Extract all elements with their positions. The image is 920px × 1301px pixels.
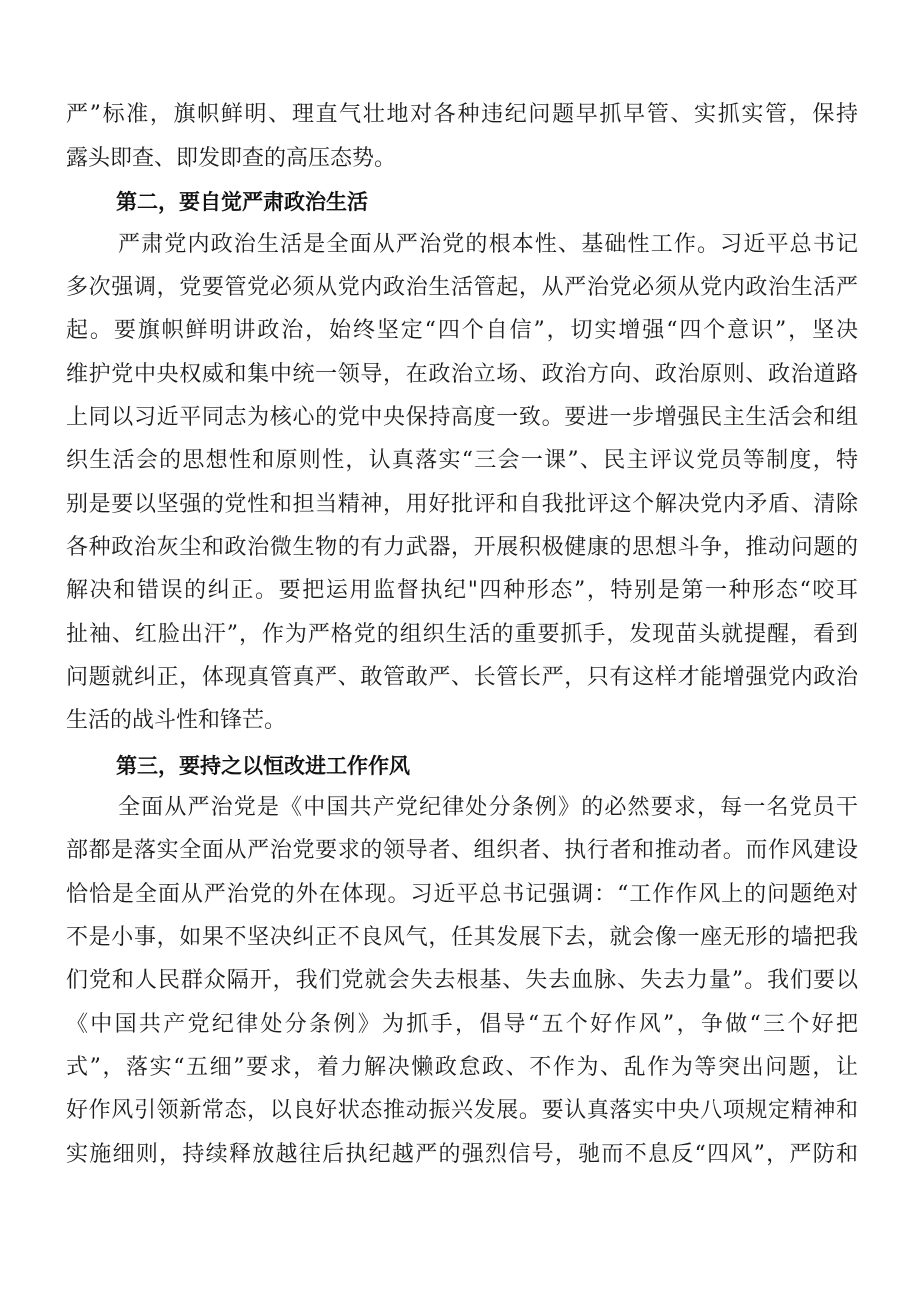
text-line: 扯袖、红脸出汗”，作为严格党的组织生活的重要抓手，发现苗头就提醒，看到 (66, 622, 858, 647)
text-line: 实施细则，持续释放越往后执纪越严的强烈信号，驰而不息反“四风”，严防和 (66, 1142, 858, 1167)
text-line: 不是小事，如果不坚决纠正不良风气，任其发展下去，就会像一座无形的墙把我 (66, 925, 858, 950)
text-line: 们党和人民群众隔开，我们党就会失去根基、失去血脉、失去力量”。我们要以 (66, 968, 858, 993)
text-line: 多次强调，党要管党必须从党内政治生活管起，从严治党必须从党内政治生活严 (66, 275, 858, 300)
text-line: 织生活会的思想性和原则性，认真落实“三会一课”、民主评议党员等制度，特 (66, 448, 858, 473)
text-line: 别是要以坚强的党性和担当精神，用好批评和自我批评这个解决党内矛盾、清除 (66, 492, 858, 517)
text-line: 上同以习近平同志为核心的党中央保持高度一致。要进一步增强民主生活会和组 (66, 405, 858, 430)
text-line: 恰恰是全面从严治党的外在体现。习近平总书记强调：“工作作风上的问题绝对 (66, 882, 858, 907)
section-heading-3: 第三，要持之以恒改进工作作风 (116, 754, 410, 778)
text-line: 严”标准，旗帜鲜明、理直气壮地对各种违纪问题早抓早管、实抓实管，保持 (66, 102, 858, 127)
text-line: 生活的战斗性和锋芒。 (66, 708, 287, 733)
text-line: 露头即查、即发即查的高压态势。 (66, 146, 397, 171)
text-line: 维护党中央权威和集中统一领导，在政治立场、政治方向、政治原则、政治道路 (66, 362, 858, 387)
section-heading-2: 第二，要自觉严肃政治生活 (116, 190, 368, 214)
text-line: 《中国共产党纪律处分条例》为抓手，倡导“五个好作风”，争做“三个好把 (66, 1012, 858, 1037)
text-line: 全面从严治党是《中国共产党纪律处分条例》的必然要求，每一名党员干 (118, 795, 858, 820)
text-line: 部都是落实全面从严治党要求的领导者、组织者、执行者和推动者。而作风建设 (66, 838, 858, 863)
text-line: 问题就纠正，体现真管真严、敢管敢严、长管长严，只有这样才能增强党内政治 (66, 665, 858, 690)
text-line: 起。要旗帜鲜明讲政治，始终坚定“四个自信”，切实增强“四个意识”，坚决 (66, 318, 858, 343)
text-line: 严肃党内政治生活是全面从严治党的根本性、基础性工作。习近平总书记 (118, 232, 858, 257)
text-line: 好作风引领新常态，以良好状态推动振兴发展。要认真落实中央八项规定精神和 (66, 1098, 858, 1123)
text-line: 式”，落实“五细”要求，着力解决懒政怠政、不作为、乱作为等突出问题，让 (66, 1055, 858, 1080)
text-line: 解决和错误的纠正。要把运用监督执纪"四种形态”，特别是第一种形态“咬耳 (66, 578, 858, 603)
text-line: 各种政治灰尘和政治微生物的有力武器，开展积极健康的思想斗争，推动问题的 (66, 535, 858, 560)
